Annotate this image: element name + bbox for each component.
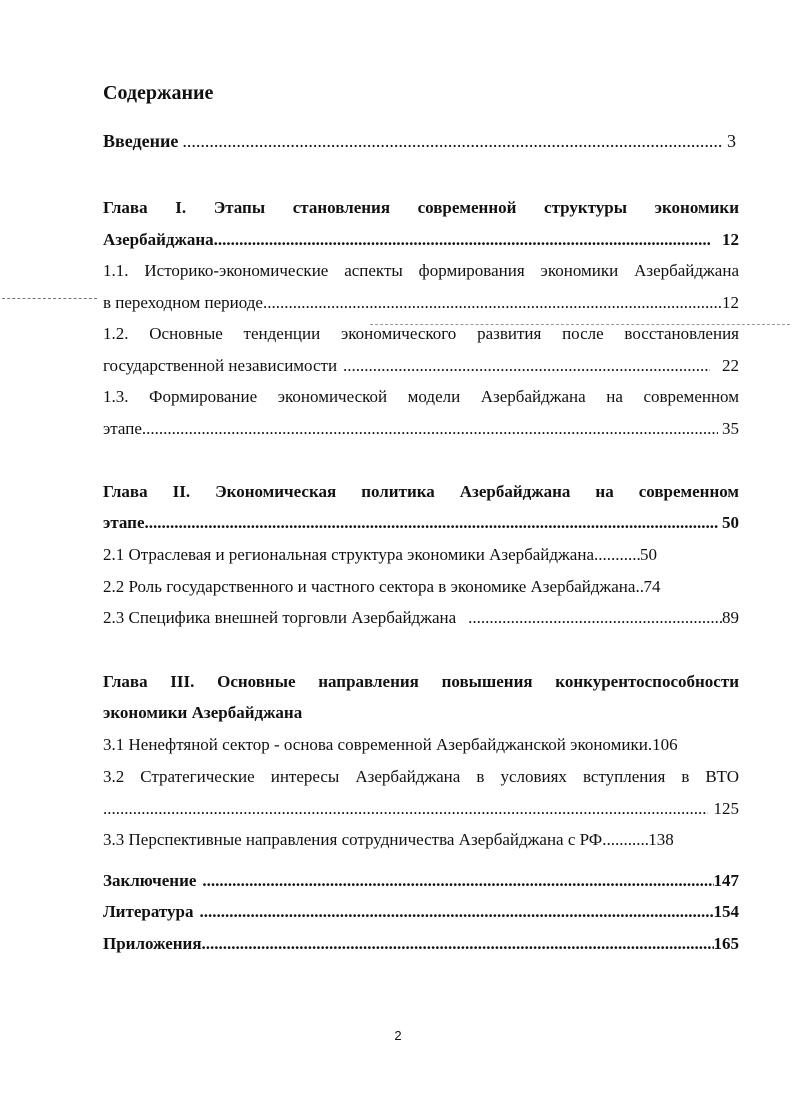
section-3-2-line2 <box>103 798 739 820</box>
leader-dots <box>468 607 722 629</box>
toc-entry-conclusion <box>103 870 739 892</box>
leader-dots <box>635 576 643 598</box>
chapter1-heading-line2 <box>103 229 739 251</box>
leader-dots <box>602 829 648 851</box>
section-1-1-line2 <box>103 292 739 314</box>
entry-page: 165 <box>713 934 739 953</box>
chapter3-heading-line1: Глава III. Основные направления повышения конкурентоспособности <box>103 672 739 691</box>
toc-entry-intro <box>103 130 736 152</box>
chapter2-heading-line2 <box>103 512 739 534</box>
leader-dots <box>202 870 713 892</box>
entry-label: Приложения <box>103 934 202 953</box>
section-2-2 <box>103 576 739 598</box>
entry-label: Литература <box>103 902 194 921</box>
section-3-2-line1: 3.2 Стратегические интересы Азербайджана в условиях вступления в ВТО <box>103 767 739 786</box>
section-1-3-line2 <box>103 418 739 440</box>
chapter2-heading-line1: Глава II. Экономическая политика Азербайджана на современном <box>103 482 739 501</box>
scan-artifact-left <box>2 298 97 299</box>
toc-title: Содержание <box>103 82 214 104</box>
entry-label: Азербайджана <box>103 230 214 249</box>
leader-dots <box>202 933 714 955</box>
entry-page: 74 <box>643 577 661 596</box>
section-1-2-line2 <box>103 355 739 377</box>
entry-page: 89 <box>722 608 739 627</box>
entry-label: 2.2 Роль государственного и частного сектора в экономике Азербайджана <box>103 577 636 596</box>
entry-page: 138 <box>648 830 674 849</box>
entry-label: 2.3 Специфика внешней торговли Азербайджана <box>103 608 457 627</box>
entry-label: этапе <box>103 513 145 532</box>
section-2-3 <box>103 607 739 629</box>
section-1-1-line1: 1.1. Историко-экономические аспекты формирования экономики Азербайджана <box>103 261 739 280</box>
section-2-1 <box>103 544 739 566</box>
chapter1-heading-line1: Глава I. Этапы становления современной структуры экономики <box>103 198 739 217</box>
toc-entry-appendices <box>103 933 739 955</box>
entry-page: 12 <box>722 293 739 312</box>
entry-label: этапе <box>103 419 142 438</box>
section-3-3 <box>103 829 739 851</box>
leader-dots <box>343 355 710 377</box>
leader-dots <box>142 418 718 440</box>
section-1-3-line1: 1.3. Формирование экономической модели Азербайджана на современном <box>103 387 739 406</box>
entry-page: 125 <box>713 799 739 818</box>
toc-entry-literature <box>103 901 739 923</box>
section-3-1: 3.1 Ненефтяной сектор - основа современной Азербайджанской экономики.106 <box>103 735 678 754</box>
entry-label: в переходном периоде <box>103 293 263 312</box>
entry-page: 35 <box>722 419 739 438</box>
chapter3-heading-line2: экономики Азербайджана <box>103 703 303 722</box>
leader-dots <box>199 901 713 923</box>
leader-dots <box>594 544 640 566</box>
leader-dots <box>214 229 710 251</box>
entry-page: 50 <box>722 513 739 532</box>
entry-label: 2.1 Отраслевая и региональная структура экономики Азербайджана <box>103 545 594 564</box>
entry-page: 12 <box>722 230 739 249</box>
entry-page: 147 <box>713 871 739 890</box>
entry-label: Заключение <box>103 871 197 890</box>
entry-label: Введение <box>103 131 179 151</box>
leader-dots <box>145 512 718 534</box>
leader-dots <box>263 292 722 314</box>
page-number: 2 <box>394 1028 402 1043</box>
entry-page: 22 <box>722 356 739 375</box>
section-1-2-line1: 1.2. Основные тенденции экономического развития после восстановления <box>103 324 739 343</box>
entry-page: 154 <box>713 902 739 921</box>
entry-page: 50 <box>640 545 657 564</box>
entry-label: государственной независимости <box>103 356 338 375</box>
entry-page: 3 <box>727 131 736 151</box>
leader-dots <box>182 130 723 152</box>
scan-artifact-right <box>370 324 790 325</box>
leader-dots <box>103 798 708 820</box>
entry-label: 3.3 Перспективные направления сотрудничества Азербайджана с РФ <box>103 830 603 849</box>
